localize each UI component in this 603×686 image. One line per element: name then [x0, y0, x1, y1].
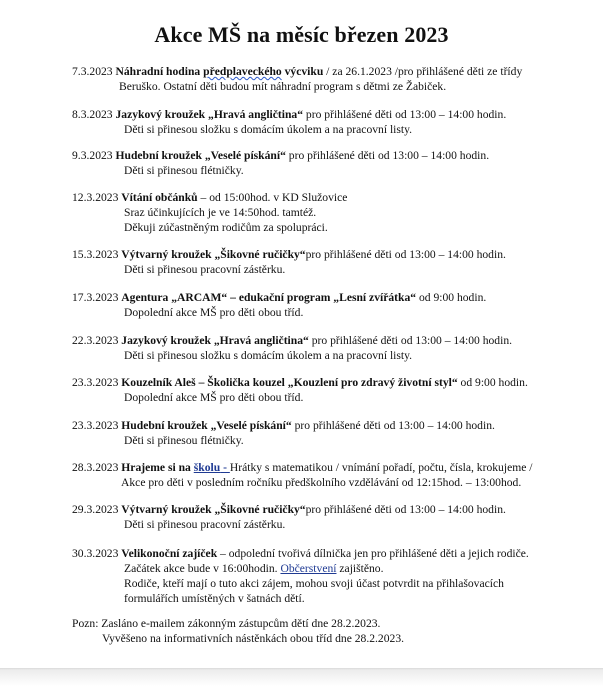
event-date: 23.3.2023	[72, 419, 119, 432]
event-title-spellcheck: předplaveckého	[203, 65, 282, 78]
event-title: Agentura „ARCAM“ – edukační program „Lesní zvířátka“	[121, 291, 417, 304]
event-note: Dopolední akce MŠ pro děti obou tříd.	[124, 306, 304, 319]
event-note: Děkuji zúčastněným rodičům za spolupráci.	[124, 221, 328, 234]
event-date: 8.3.2023	[72, 108, 113, 121]
event-detail: pro přihlášené děti od 13:00 – 14:00 hodin.	[303, 108, 507, 121]
footnote-line: Pozn: Zasláno e-mailem zákonným zástupcům dětí dne 28.2.2023.	[72, 617, 381, 630]
event-note: Děti si přinesou pracovní zástěrku.	[124, 518, 286, 531]
event-entry	[72, 418, 495, 448]
event-detail: – od 15:00hod. v KD Služovice	[197, 191, 348, 204]
event-detail: pro přihlášené děti od 13:00 – 14:00 hodin.	[305, 503, 506, 516]
event-note: Děti si přinesou složku s domácím úkolem a na pracovní listy.	[124, 123, 413, 136]
event-entry	[72, 247, 506, 277]
event-note: Děti si přinesou flétničky.	[124, 434, 244, 447]
event-title-dash: -	[220, 461, 230, 474]
event-title-link[interactable]: školu	[193, 461, 221, 474]
event-date: 15.3.2023	[72, 248, 119, 261]
event-date: 9.3.2023	[72, 149, 113, 162]
event-title: Vítání občánků	[121, 191, 198, 204]
event-note: Dopolední akce MŠ pro děti obou tříd.	[124, 391, 304, 404]
event-note: Začátek akce bude v 16:00hodin.	[124, 562, 281, 575]
event-entry	[72, 64, 522, 94]
event-detail: – odpolední tvořivá dílnička jen pro přihlášené děti a jejich rodiče.	[217, 547, 529, 560]
event-title: Kouzelník Aleš – Školička kouzel „Kouzlení pro zdravý životní styl“	[121, 376, 458, 389]
event-title: Výtvarný kroužek „Šikovné ručičky“	[121, 248, 306, 261]
event-date: 23.3.2023	[72, 376, 119, 389]
event-note: formulářích umístěných v šatnách dětí.	[124, 592, 305, 605]
refreshments-link[interactable]: Občerstvení	[280, 562, 337, 575]
event-date: 30.3.2023	[72, 547, 119, 560]
event-detail: pro přihlášené děti od 13:00 – 14:00 hodin.	[305, 248, 506, 261]
event-entry	[72, 107, 506, 137]
event-title: Hudební kroužek „Veselé pískání“	[121, 419, 292, 432]
event-note: Sraz účinkujících je ve 14:50hod. tamtéž.	[124, 206, 317, 219]
event-title-end: výcviku	[281, 65, 324, 78]
event-title: Náhradní hodina	[115, 65, 204, 78]
event-detail: pro přihlášené děti od 13:00 – 14:00 hodin.	[285, 149, 490, 162]
event-date: 7.3.2023	[72, 65, 113, 78]
event-note: Děti si přinesou složku s domácím úkolem a na pracovní listy.	[124, 349, 413, 362]
event-entry	[72, 460, 533, 490]
event-detail: od 9:00 hodin.	[457, 376, 528, 389]
event-title: Hrajeme si na	[121, 461, 194, 474]
event-title: Velikonoční zajíček	[121, 547, 218, 560]
event-entry	[72, 190, 347, 235]
event-entry	[72, 148, 489, 178]
event-detail: od 9:00 hodin.	[416, 291, 487, 304]
event-detail: / za 26.1.2023 /pro přihlášené děti ze třídy	[323, 65, 523, 78]
event-title: Hudební kroužek „Veselé pískání“	[115, 149, 286, 162]
event-entry	[72, 502, 506, 532]
event-note: Děti si přinesou pracovní zástěrku.	[124, 263, 286, 276]
event-detail: pro přihlášené děti od 13:00 – 14:00 hodin.	[291, 419, 495, 432]
event-date: 12.3.2023	[72, 191, 119, 204]
footnote	[72, 616, 404, 646]
footnote-line: Vyvěšeno na informativních nástěnkách obou tříd dne 28.2.2023.	[102, 632, 405, 645]
page-bottom-edge	[0, 668, 603, 686]
event-note: Akce pro děti v posledním ročníku předškolního vzdělávání od 12:15hod. – 13:00hod.	[121, 476, 522, 489]
event-date: 17.3.2023	[72, 291, 119, 304]
page-title: Akce MŠ na měsíc březen 2023	[154, 22, 449, 47]
event-entry	[72, 546, 529, 606]
event-title: Jazykový kroužek „Hravá angličtina“	[115, 108, 304, 121]
event-date: 22.3.2023	[72, 334, 119, 347]
event-detail: pro přihlášené děti od 13:00 – 14:00 hodin.	[308, 334, 513, 347]
event-note: Rodiče, kteří mají o tuto akci zájem, mohou svoji účast potvrdit na přihlašovacích	[124, 577, 504, 590]
event-title: Jazykový kroužek „Hravá angličtina“	[121, 334, 309, 347]
event-entry	[72, 375, 528, 405]
event-date: 28.3.2023	[72, 461, 119, 474]
event-title: Výtvarný kroužek „Šikovné ručičky“	[121, 503, 306, 516]
event-entry	[72, 333, 512, 363]
event-entry	[72, 290, 486, 320]
event-note: Beruško. Ostatní děti budou mít náhradní program s dětmi ze Žabiček.	[119, 80, 447, 93]
event-date: 29.3.2023	[72, 503, 119, 516]
event-note: zajištěno.	[336, 562, 384, 575]
event-note: Děti si přinesou flétničky.	[124, 164, 244, 177]
event-detail: Hrátky s matematikou / vnímání pořadí, počtu, čísla, krokujeme /	[229, 461, 533, 474]
